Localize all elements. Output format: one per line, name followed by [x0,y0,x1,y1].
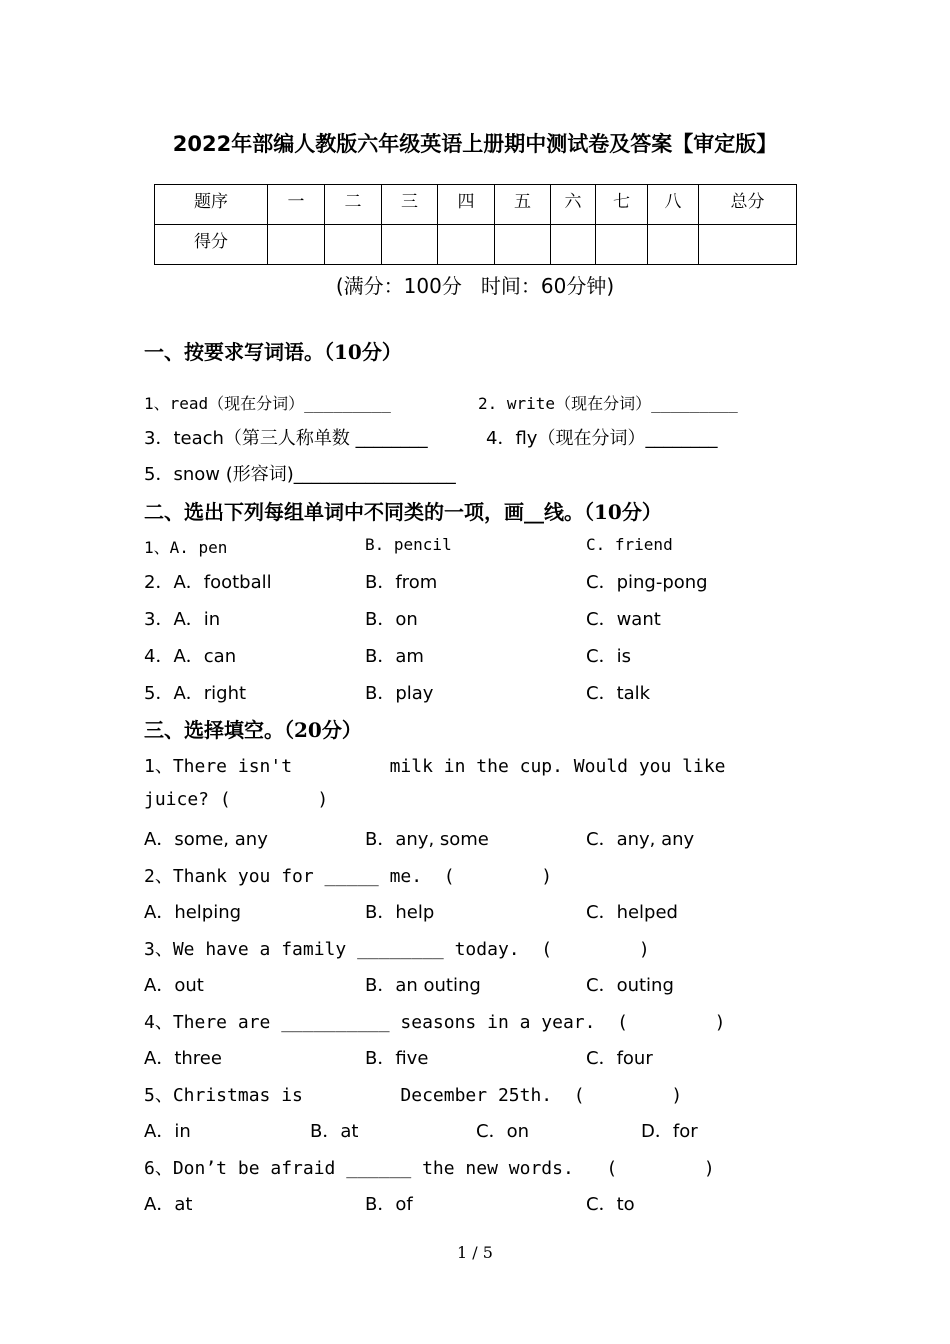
score-row-label: 得分 [155,225,268,265]
s2-row2-option-b: B．from [365,572,438,593]
s3-question-2: 2、Thank you for _____ me. ( ) [144,866,553,887]
score-header-cell: 七 [596,185,648,225]
s1-question-3: 3．teach（第三人称单数 ________ [144,428,428,449]
s2-row2-option-c: C．ping-pong [586,572,708,593]
s3-q4-option-b: B．five [365,1048,429,1069]
section1-heading: 一、按要求写词语。（10分） [144,340,402,364]
s1-question-5: 5．snow (形容词)__________________ [144,464,456,485]
s3-question-6: 6、Don’t be afraid ______ the new words. ( ) [144,1158,715,1179]
score-header-cell: 八 [648,185,699,225]
s2-row3-option-b: B．on [365,609,418,630]
score-table-header-row [155,185,797,225]
s2-row4-option-a: 4．A．can [144,646,237,667]
score-cell[interactable] [699,225,797,265]
score-header-cell: 三 [382,185,438,225]
s3-q3-option-c: C．outing [586,975,674,996]
s2-row3-option-c: C．want [586,609,661,630]
score-header-cell: 五 [495,185,551,225]
score-cell[interactable] [495,225,551,265]
s2-row3-option-a: 3．A．in [144,609,221,630]
page-number: 1 / 5 [457,1243,493,1262]
s3-q2-option-b: B．help [365,902,435,923]
s3-q1-option-b: B．any, some [365,829,489,850]
s2-row1-option-b: B. pencil [365,535,452,554]
s3-question-3: 3、We have a family ________ today. ( ) [144,939,650,960]
score-header-cell: 六 [551,185,596,225]
s1-question-2: 2. write（现在分词）_________ [478,394,738,413]
exam-subtitle: (满分：100分 时间：60分钟) [335,274,615,298]
s3-q4-option-a: A．three [144,1048,222,1069]
s2-row1-option-c: C. friend [586,535,673,554]
s3-q5-option-c: C．on [476,1121,529,1142]
s3-q5-option-a: A．in [144,1121,191,1142]
s3-q3-option-a: A．out [144,975,204,996]
score-header-cell: 一 [268,185,325,225]
score-cell[interactable] [438,225,495,265]
score-cell[interactable] [551,225,596,265]
s3-q1-option-c: C．any, any [586,829,695,850]
s3-question-4: 4、There are __________ seasons in a year. ( ) [144,1012,726,1033]
score-cell[interactable] [382,225,438,265]
page-title: 2022年部编人教版六年级英语上册期中测试卷及答案【审定版】 [172,132,778,156]
section3-heading: 三、选择填空。（20分） [144,718,362,742]
s3-question-5: 5、Christmas is December 25th. ( ) [144,1085,683,1106]
s3-q6-option-c: C．to [586,1194,635,1215]
score-cell[interactable] [268,225,325,265]
s3-q5-option-d: D．for [641,1121,698,1142]
s3-question-1-line2: juice? ( ) [144,789,329,810]
score-header-cell: 二 [325,185,382,225]
s2-row5-option-a: 5．A．right [144,683,247,704]
s3-q1-option-a: A．some, any [144,829,268,850]
s1-question-1: 1、read（现在分词）_________ [144,394,391,413]
s2-row2-option-a: 2．A．football [144,572,272,593]
s3-q6-option-a: A．at [144,1194,193,1215]
s3-q5-option-b: B．at [310,1121,359,1142]
score-table [154,184,797,265]
score-cell[interactable] [325,225,382,265]
s1-question-4: 4．fly（现在分词）________ [486,428,718,449]
s2-row4-option-b: B．am [365,646,424,667]
score-table-score-row [155,225,797,265]
s3-q4-option-c: C．four [586,1048,653,1069]
s3-q2-option-a: A．helping [144,902,242,923]
score-header-cell: 四 [438,185,495,225]
score-cell[interactable] [596,225,648,265]
s3-q3-option-b: B．an outing [365,975,481,996]
section2-heading: 二、选出下列每组单词中不同类的一项，画__线。（10分） [144,500,662,524]
s3-question-1-line1: 1、There isn't milk in the cup. Would you like [144,756,726,777]
s3-q6-option-b: B．of [365,1194,413,1215]
s2-row1-option-a: 1、A. pen [144,538,228,557]
score-header-cell: 题序 [155,185,268,225]
s2-row5-option-b: B．play [365,683,434,704]
score-header-cell: 总分 [699,185,797,225]
s2-row5-option-c: C．talk [586,683,651,704]
s2-row4-option-c: C．is [586,646,631,667]
s3-q2-option-c: C．helped [586,902,678,923]
score-cell[interactable] [648,225,699,265]
